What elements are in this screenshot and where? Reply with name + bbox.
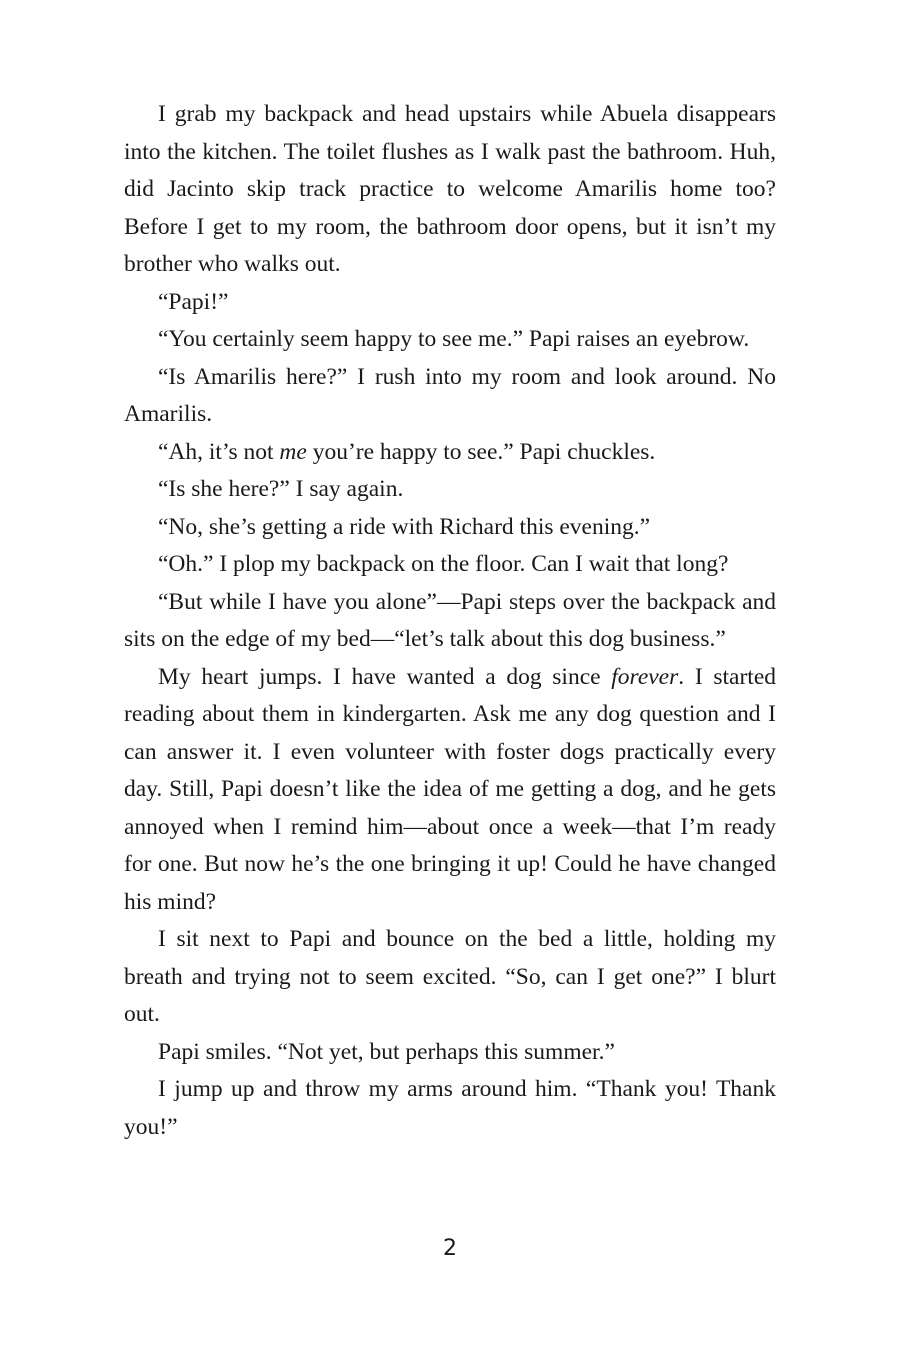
paragraph: [124, 321, 776, 359]
text-run: . I started reading about them in kindergarten. Ask me any dog question and I can answer it. I even volunteer with foster dogs practically every day. Still, Papi doesn’t like the idea of me getting a dog, and he gets annoyed when I remind him—about once a week—that I’m ready for one. But now he’s the one bringing it up! Could he have changed his mind?: [124, 663, 777, 915]
italic-text: forever: [611, 663, 679, 690]
text-run: “Ah, it’s not: [158, 438, 280, 465]
paragraph: [124, 96, 776, 284]
text-run: I sit next to Papi and bounce on the bed a little, holding my breath and trying not to seem excited. “So, can I get one?” I blurt out.: [124, 926, 776, 1027]
page-body: [124, 96, 776, 1146]
paragraph: [124, 284, 776, 322]
text-run: “Is she here?” I say again.: [158, 476, 404, 502]
text-run: Papi smiles. “Not yet, but perhaps this summer.”: [158, 1038, 615, 1065]
paragraph: [124, 509, 776, 547]
text-run: I jump up and throw my arms around him. “Thank you! Thank you!”: [124, 1076, 776, 1140]
paragraph: [124, 1071, 776, 1146]
text-run: My heart jumps. I have wanted a dog since: [158, 663, 612, 690]
paragraph: [124, 359, 776, 434]
text-run: “No, she’s getting a ride with Richard this evening.”: [158, 513, 651, 540]
italic-text: me: [279, 438, 307, 465]
paragraph: [124, 584, 776, 659]
paragraph: [124, 659, 776, 922]
paragraph: [124, 1034, 776, 1072]
text-run: you’re happy to see.” Papi chuckles.: [306, 438, 656, 465]
body-text: [124, 96, 776, 1146]
text-run: I grab my backpack and head upstairs while Abuela disappears into the kitchen. The toilet flushes as I walk past the bathroom. Huh, did Jacinto skip track practice to welcome Amarilis home too? Before I get to my room, the bathroom door opens, but it isn’t my brother who walks out.: [124, 101, 776, 277]
text-run: “You certainly seem happy to see me.” Papi raises an eyebrow.: [158, 326, 750, 352]
text-run: “Is Amarilis here?” I rush into my room and look around. No Amarilis.: [124, 363, 776, 427]
page-number: 2: [443, 1236, 457, 1261]
paragraph: [124, 434, 776, 472]
paragraph: [124, 921, 776, 1034]
text-run: “Oh.” I plop my backpack on the floor. Can I wait that long?: [158, 551, 729, 577]
paragraph: [124, 546, 776, 584]
text-run: “Papi!”: [158, 288, 229, 315]
text-run: “But while I have you alone”—Papi steps over the backpack and sits on the edge of my bed—“let’s talk about this dog business.”: [124, 588, 776, 652]
paragraph: [124, 471, 776, 509]
